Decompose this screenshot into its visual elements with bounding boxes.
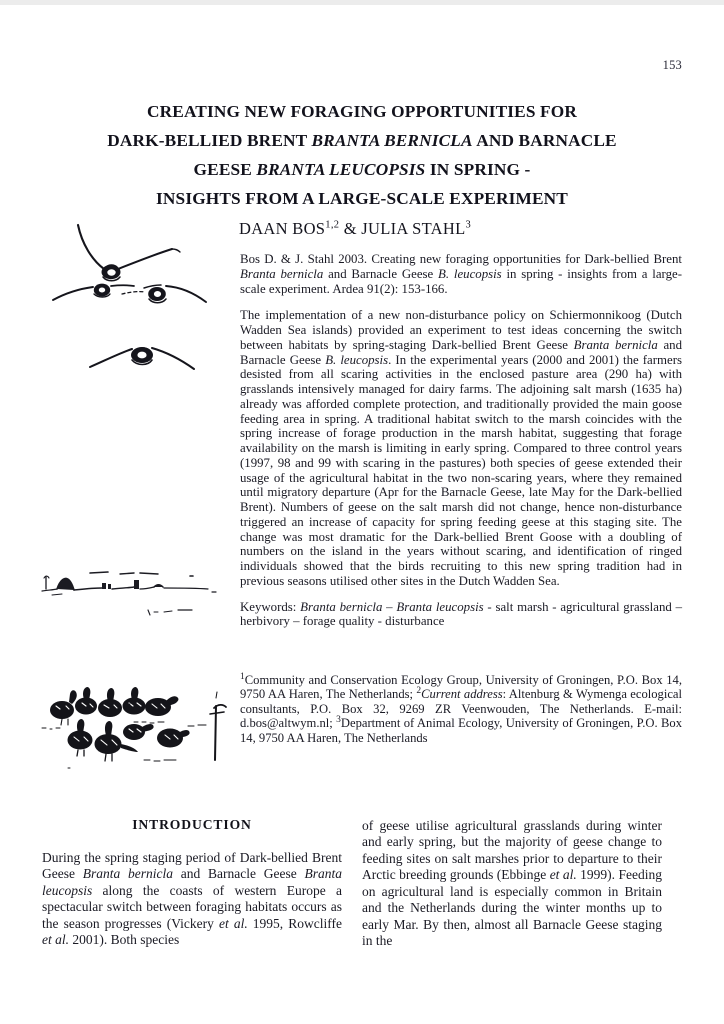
title-line-3: GEESE BRANTA LEUCOPSIS IN SPRING - [193,160,531,179]
introduction-column-right [362,818,662,950]
affiliation-text: $^1$Community and Conservation Ecology Group, University of Groningen, P.O. Box 14, 9750 AA Haren, The Netherlands; $^2$Current address: Altenburg & Wymenga ecological consultants, P.O. Box 32, 9269 ZR Veenwouden, The Netherlands. E-mail: d.bos@altwym.nl; $^3$Department of Animal Ecology, University of Groningen, P.O. Box 14, 9750 AA Haren, The Netherlands [240,671,683,745]
abstract-body: The implementation of a new non-disturbance policy on Schiermonnikoog (Dutch Wadden Sea islands) provided an experiment to test ideas concerning the switch between habitats by spring-staging Dark-bellied Brent Geese Branta bernicla and Barnacle Geese B. leucopsis. In the experimental years (2000 and 2001) the farmers desisted from all scaring activities in the enclosed pasture area (290 ha) with grasslands intensively managed for dairy farms. The adjoining salt marsh (1635 ha) already was afforded complete protection, and traditionally provided the main goose feeding area in spring. A traditional habitat switch to the marsh coincides with the spring increase of forage production in the marsh habitat, suggesting that forage availability on the marsh is limiting in early spring. Compared to three control years (1997, 98 and 99 with scaring in the pastures) both species of geese extended their usage of the agricultural habitat in the two non-scaring years, where they remained until migratory departure (Apr for the Barnacle Geese, late May for the Dark-bellied Brent). Numbers of geese on the salt marsh did not change, hence non-disturbance triggered an increase of capacity for spring feeding geese at this staging site. The change was most dramatic for the Dark-bellied Brent Goose with a doubling of numbers on the island in the years without scaring, and identification of ringed individuals showed that the birds recruiting to this new spring tradition had in previous seasons utilised other sites in the Dutch Wadden Sea. [240,308,683,588]
title-line-2: DARK-BELLIED BRENT BRANTA BERNICLA AND BARNACLE [107,131,617,150]
page-top-edge-strip [0,0,724,5]
introduction-paragraph-right: of geese utilise agricultural grasslands during winter and early spring, but the majority of geese change to feeding sites on salt marshes prior to departure to their Arctic breeding grounds (Ebbinge et al. 1999). Feeding on agricultural land is especially common in Britain and the Netherlands during the winter months up to early Mar. By then, almost all Barnacle Geese staging in the [362,818,662,949]
page-title [42,97,682,213]
flying-geese-sketch [48,222,228,412]
abstract-citation: Bos D. & J. Stahl 2003. Creating new foraging opportunities for Dark-bellied Brent Branta bernicla and Barnacle Geese B. leucopsis in spring - insights from a large-scale experiment. Ardea 91(2): 153-166. [240,252,682,296]
title-line-1: CREATING NEW FORAGING OPPORTUNITIES FOR [147,102,577,121]
grazing-geese-flock-sketch [38,682,238,782]
abstract-keywords: Keywords: Branta bernicla – Branta leucopsis - salt marsh - agricultural grassland – herbivory – forage quality - disturbance [240,599,682,629]
section-heading-introduction: INTRODUCTION [132,817,252,832]
title-line-4: INSIGHTS FROM A LARGE-SCALE EXPERIMENT [156,189,568,208]
introduction-column-left [42,850,342,949]
page-number: 153 [662,58,682,72]
salt-marsh-landscape-sketch [40,565,230,625]
author-affiliations [240,673,682,745]
introduction-paragraph-left: During the spring staging period of Dark-bellied Brent Geese Branta bernicla and Barnacle Geese Branta leucopsis along the coasts of western Europe a spectacular switch between foraging habitats occurs as the season progresses (Vickery et al. 1995, Rowcliffe et al. 2001). Both species [42,850,342,948]
author-byline: DAAN BOS$^{1,2}$ & JULIA STAHL$^3$ [239,219,472,238]
abstract-block [240,252,682,640]
